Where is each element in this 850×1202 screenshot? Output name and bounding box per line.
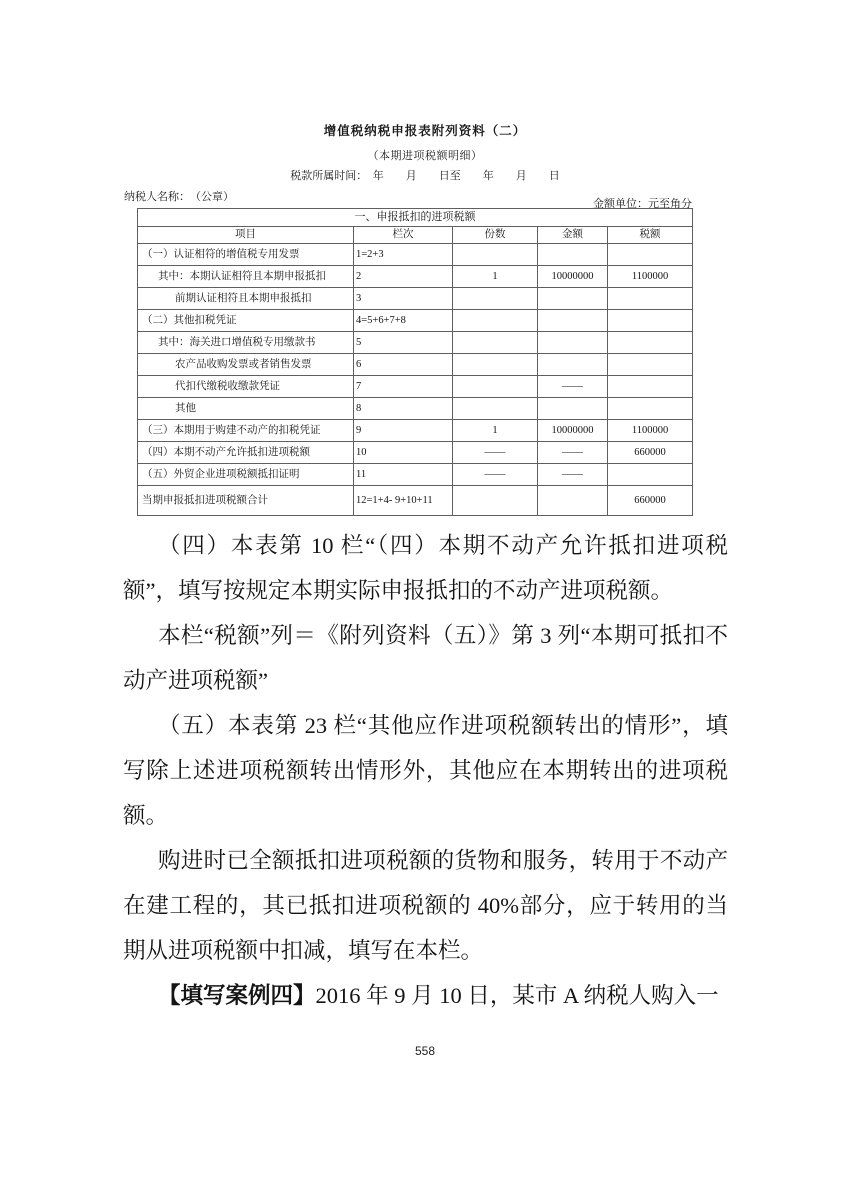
line-no-cell: 11 [354, 464, 453, 486]
paragraph-case-example [123, 973, 728, 1018]
copies-cell: 1 [453, 420, 538, 442]
line-no-cell: 8 [354, 398, 453, 420]
item-cell: （二）其他扣税凭证 [138, 310, 354, 332]
line-no-cell: 10 [354, 442, 453, 464]
tax-cell [608, 464, 693, 486]
line-no-cell: 9 [354, 420, 453, 442]
copies-cell [453, 310, 538, 332]
paragraph: （五）本表第 23 栏“其他应作进项税额转出的情形”，填写除上述进项税额转出情形外，其他应在本期转出的进项税额。 [123, 713, 728, 828]
amount-cell: 10000000 [538, 266, 608, 288]
copies-cell [453, 398, 538, 420]
amount-cell [538, 310, 608, 332]
tax-cell [608, 244, 693, 266]
taxpayer-name-label: 纳税人名称： （公章） [124, 191, 234, 203]
input-tax-table [137, 208, 693, 516]
item-cell: 其中：海关进口增值税专用缴款书 [138, 332, 354, 354]
tax-cell [608, 288, 693, 310]
tax-cell: 660000 [608, 442, 693, 464]
column-header-amount: 金额 [538, 227, 608, 244]
line-no-cell: 12=1+4- 9+10+11 [354, 486, 453, 516]
meta-row [124, 188, 692, 210]
item-cell: 代扣代缴税收缴款凭证 [138, 376, 354, 398]
table-row [138, 376, 693, 398]
copies-cell [453, 376, 538, 398]
table-section-row [138, 209, 693, 227]
item-cell: （三）本期用于购建不动产的扣税凭证 [138, 420, 354, 442]
table-row [138, 266, 693, 288]
paragraph: 本栏“税额”列＝《附列资料（五）》第 3 列“本期可抵扣不动产进项税额” [123, 623, 728, 693]
tax-cell [608, 310, 693, 332]
table-section-title: 一、申报抵扣的进项税额 [138, 209, 693, 227]
line-no-cell: 4=5+6+7+8 [354, 310, 453, 332]
amount-cell: 10000000 [538, 420, 608, 442]
item-cell: 其中：本期认证相符且本期申报抵扣 [138, 266, 354, 288]
table-row-total [138, 486, 693, 516]
amount-cell [538, 398, 608, 420]
copies-cell [453, 354, 538, 376]
amount-cell [538, 354, 608, 376]
copies-cell [453, 244, 538, 266]
copies-cell: —— [453, 464, 538, 486]
line-no-cell: 1=2+3 [354, 244, 453, 266]
amount-cell: —— [538, 464, 608, 486]
table-row [138, 332, 693, 354]
item-cell: （一）认证相符的增值税专用发票 [138, 244, 354, 266]
item-cell: （五）外贸企业进项税额抵扣证明 [138, 464, 354, 486]
line-no-cell: 2 [354, 266, 453, 288]
tax-cell [608, 398, 693, 420]
case-example-label: 【填写案例四】 [158, 983, 316, 1008]
tax-cell: 1100000 [608, 420, 693, 442]
table-row [138, 398, 693, 420]
amount-cell: —— [538, 442, 608, 464]
item-cell: 当期申报抵扣进项税额合计 [138, 486, 354, 516]
copies-cell [453, 332, 538, 354]
page-number: 558 [414, 1044, 436, 1058]
amount-cell [538, 288, 608, 310]
copies-cell: —— [453, 442, 538, 464]
table-row [138, 464, 693, 486]
copies-cell: 1 [453, 266, 538, 288]
line-no-cell: 6 [354, 354, 453, 376]
amount-cell: —— [538, 376, 608, 398]
tax-period-line: 税款所属时间： 年 月 日至 年 月 日 [290, 170, 560, 182]
tax-cell: 660000 [608, 486, 693, 516]
amount-cell [538, 332, 608, 354]
tax-cell [608, 354, 693, 376]
column-header-item: 项目 [138, 227, 354, 244]
item-cell: 其他 [138, 398, 354, 420]
tax-cell [608, 332, 693, 354]
document-title: 增值税纳税申报表附列资料（二） [323, 124, 527, 138]
amount-unit-label: 金额单位：元至角分 [593, 198, 692, 210]
document-subtitle: （本期进项税额明细） [367, 150, 483, 162]
table-row [138, 442, 693, 464]
line-no-cell: 3 [354, 288, 453, 310]
copies-cell [453, 288, 538, 310]
amount-cell [538, 486, 608, 516]
paragraph: （四）本表第 10 栏“（四）本期不动产允许抵扣进项税额”，填写按规定本期实际申报抵扣的不动产进项税额。 [123, 533, 728, 603]
table-row [138, 310, 693, 332]
column-header-copies: 份数 [453, 227, 538, 244]
line-no-cell: 7 [354, 376, 453, 398]
tax-cell [608, 376, 693, 398]
table-row [138, 244, 693, 266]
item-cell: （四）本期不动产允许抵扣进项税额 [138, 442, 354, 464]
item-cell: 前期认证相符且本期申报抵扣 [138, 288, 354, 310]
item-cell: 农产品收购发票或者销售发票 [138, 354, 354, 376]
column-header-tax: 税额 [608, 227, 693, 244]
case-example-text: 2016 年 9 月 10 日，某市 A 纳税人购入一 [315, 983, 719, 1008]
line-no-cell: 5 [354, 332, 453, 354]
table-row [138, 288, 693, 310]
table-row [138, 420, 693, 442]
copies-cell [453, 486, 538, 516]
column-header-line-no: 栏次 [354, 227, 453, 244]
table-header-row [138, 227, 693, 244]
instructions-text [123, 523, 728, 1018]
table-row [138, 354, 693, 376]
tax-cell: 1100000 [608, 266, 693, 288]
amount-cell [538, 244, 608, 266]
paragraph: 购进时已全额抵扣进项税额的货物和服务，转用于不动产在建工程的，其已抵扣进项税额的 40%部分，应于转用的当期从进项税额中扣减，填写在本栏。 [123, 848, 728, 963]
